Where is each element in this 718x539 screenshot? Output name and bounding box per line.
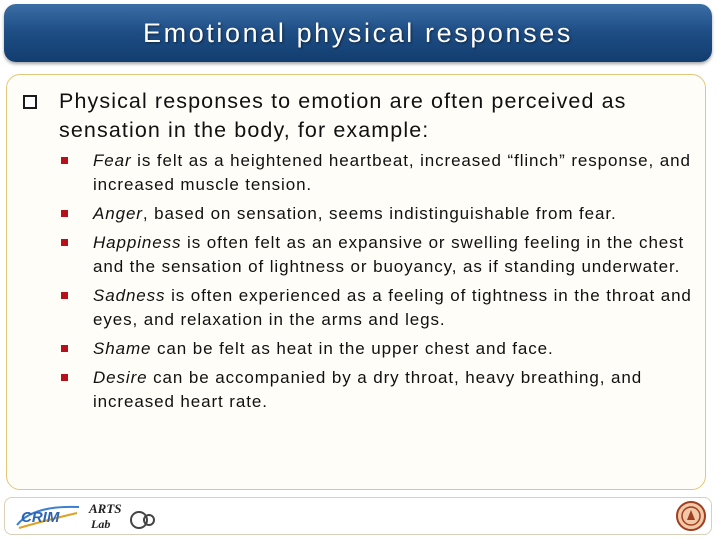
- emotion-term: Fear: [93, 151, 132, 170]
- emotion-term: Happiness: [93, 233, 182, 252]
- red-square-bullet-icon: [61, 292, 68, 299]
- svg-text:CRIM: CRIM: [21, 509, 60, 526]
- red-square-bullet-icon: [61, 157, 68, 164]
- list-item: [7, 366, 707, 414]
- list-item: [7, 231, 707, 279]
- emotion-term: Shame: [93, 339, 152, 358]
- emotion-description: , based on sensation, seems indistinguishable from fear.: [142, 204, 617, 223]
- red-square-bullet-icon: [61, 210, 68, 217]
- svg-text:ARTS: ARTS: [89, 501, 122, 516]
- emotion-description: is often experienced as a feeling of tightness in the throat and eyes, and relaxation in the arms and legs.: [93, 286, 692, 329]
- list-item: [7, 337, 707, 361]
- red-square-bullet-icon: [61, 345, 68, 352]
- content-box: [6, 74, 706, 490]
- list-item-text: [93, 202, 693, 226]
- emotion-term: Desire: [93, 368, 148, 387]
- university-seal-icon: [675, 500, 707, 532]
- emotion-term: Sadness: [93, 286, 166, 305]
- list-item: [7, 284, 707, 332]
- hollow-square-bullet-icon: [23, 95, 37, 109]
- list-item-text: [93, 366, 693, 414]
- list-item-text: [93, 284, 693, 332]
- emotion-description: is felt as a heightened heartbeat, increased “flinch” response, and increased muscle tension.: [93, 151, 691, 194]
- red-square-bullet-icon: [61, 239, 68, 246]
- main-point: Physical responses to emotion are often perceived as sensation in the body, for example:: [59, 89, 627, 142]
- footer-bar: [4, 497, 712, 535]
- list-item-text: [93, 149, 693, 197]
- list-item: [7, 202, 707, 226]
- example-list: [7, 149, 707, 419]
- svg-text:Lab: Lab: [91, 517, 111, 531]
- emotion-description: can be accompanied by a dry throat, heavy breathing, and increased heart rate.: [93, 368, 643, 411]
- emotion-description: is often felt as an expansive or swelling feeling in the chest and the sensation of lightness or buoyancy, as if standing underwater.: [93, 233, 685, 276]
- list-item: [7, 149, 707, 197]
- arts-lab-logo-icon: [87, 500, 157, 532]
- slide-title: Emotional physical responses: [143, 17, 573, 48]
- red-square-bullet-icon: [61, 374, 68, 381]
- crim-logo-icon: [13, 501, 83, 531]
- emotion-term: Anger: [93, 204, 143, 223]
- list-item-text: [93, 337, 693, 361]
- list-item-text: [93, 231, 693, 279]
- slide-title-bar: [4, 4, 712, 62]
- emotion-description: can be felt as heat in the upper chest and face.: [151, 339, 554, 358]
